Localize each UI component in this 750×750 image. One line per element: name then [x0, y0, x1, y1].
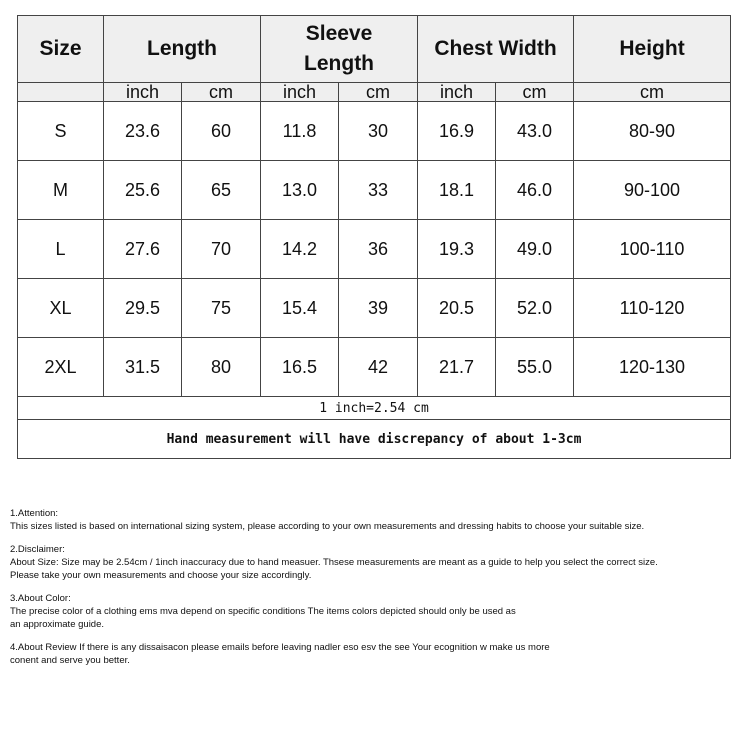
- note-line: conent and serve you better.: [10, 655, 130, 666]
- discrepancy-note: Hand measurement will have discrepancy of about 1-3cm: [18, 420, 731, 459]
- units-row: [18, 83, 731, 102]
- note-line: an approximate guide.: [10, 619, 105, 630]
- unit-label: cm: [574, 83, 731, 102]
- chest-cm-cell: 55.0: [496, 338, 574, 397]
- review-note: [10, 641, 745, 667]
- units-blank-cell: [18, 83, 104, 102]
- height-cell: 90-100: [574, 161, 731, 220]
- table-row: [18, 338, 731, 397]
- length-cm-cell: 75: [182, 279, 261, 338]
- notes-section: [10, 507, 745, 677]
- size-cell: M: [18, 161, 104, 220]
- color-note: [10, 592, 745, 631]
- size-cell: 2XL: [18, 338, 104, 397]
- attention-note: [10, 507, 745, 533]
- unit-label: inch: [418, 83, 496, 102]
- sleeve-inch-cell: 13.0: [261, 161, 339, 220]
- sleeve-header-line2: Length: [304, 52, 375, 75]
- chest-inch-cell: 19.3: [418, 220, 496, 279]
- size-cell: S: [18, 102, 104, 161]
- note-line: Please take your own measurements and choose your size accordingly.: [10, 570, 312, 581]
- note-line: The precise color of a clothing ems mva depend on specific conditions The items colors depicted should only be used as: [10, 606, 516, 617]
- note-line: About Size: Size may be 2.54cm / 1inch inaccuracy due to hand measuer. Thsese measurements are meant as a guide to help you select the correct size.: [10, 557, 658, 568]
- unit-label: cm: [339, 83, 418, 102]
- note-title: 1.Attention:: [10, 508, 59, 519]
- sleeve-inch-cell: 15.4: [261, 279, 339, 338]
- conversion-row: [18, 397, 731, 420]
- conversion-note: 1 inch=2.54 cm: [18, 397, 731, 420]
- chest-cm-cell: 52.0: [496, 279, 574, 338]
- sleeve-cm-cell: 42: [339, 338, 418, 397]
- height-cell: 80-90: [574, 102, 731, 161]
- length-cm-cell: 80: [182, 338, 261, 397]
- table-row: [18, 102, 731, 161]
- size-cell: L: [18, 220, 104, 279]
- note-line: This sizes listed is based on international sizing system, please according to your own measurements and dressing habits to choose your suitable size.: [10, 521, 645, 532]
- note-line: 4.About Review If there is any dissaisacon please emails before leaving nadler eso esv the see Your ecognition w make us more: [10, 642, 550, 653]
- height-cell: 110-120: [574, 279, 731, 338]
- height-cell: 100-110: [574, 220, 731, 279]
- length-inch-cell: 29.5: [104, 279, 182, 338]
- header-row: [18, 16, 731, 83]
- unit-label: cm: [182, 83, 261, 102]
- chest-cm-cell: 43.0: [496, 102, 574, 161]
- size-header: Size: [18, 16, 104, 83]
- unit-label: cm: [496, 83, 574, 102]
- sleeve-cm-cell: 33: [339, 161, 418, 220]
- sleeve-inch-cell: 14.2: [261, 220, 339, 279]
- size-cell: XL: [18, 279, 104, 338]
- length-cm-cell: 60: [182, 102, 261, 161]
- chest-cm-cell: 49.0: [496, 220, 574, 279]
- unit-label: inch: [104, 83, 182, 102]
- sleeve-inch-cell: 16.5: [261, 338, 339, 397]
- size-chart: [17, 15, 730, 459]
- sleeve-inch-cell: 11.8: [261, 102, 339, 161]
- table-row: [18, 220, 731, 279]
- sleeve-cm-cell: 30: [339, 102, 418, 161]
- length-inch-cell: 23.6: [104, 102, 182, 161]
- note-title: 2.Disclaimer:: [10, 544, 65, 555]
- sleeve-cm-cell: 36: [339, 220, 418, 279]
- chest-inch-cell: 18.1: [418, 161, 496, 220]
- disclaimer-note: [10, 543, 745, 582]
- sleeve-length-header: [261, 16, 418, 83]
- length-inch-cell: 25.6: [104, 161, 182, 220]
- length-cm-cell: 70: [182, 220, 261, 279]
- chest-inch-cell: 20.5: [418, 279, 496, 338]
- size-table: [17, 15, 731, 459]
- length-cm-cell: 65: [182, 161, 261, 220]
- length-inch-cell: 27.6: [104, 220, 182, 279]
- note-title: 3.About Color:: [10, 593, 71, 604]
- height-header: Height: [574, 16, 731, 83]
- chest-width-header: Chest Width: [418, 16, 574, 83]
- unit-label: inch: [261, 83, 339, 102]
- chest-inch-cell: 21.7: [418, 338, 496, 397]
- length-inch-cell: 31.5: [104, 338, 182, 397]
- chest-inch-cell: 16.9: [418, 102, 496, 161]
- chest-cm-cell: 46.0: [496, 161, 574, 220]
- sleeve-header-line1: Sleeve: [305, 22, 373, 45]
- table-row: [18, 279, 731, 338]
- sleeve-cm-cell: 39: [339, 279, 418, 338]
- height-cell: 120-130: [574, 338, 731, 397]
- discrepancy-row: [18, 420, 731, 459]
- table-row: [18, 161, 731, 220]
- length-header: Length: [104, 16, 261, 83]
